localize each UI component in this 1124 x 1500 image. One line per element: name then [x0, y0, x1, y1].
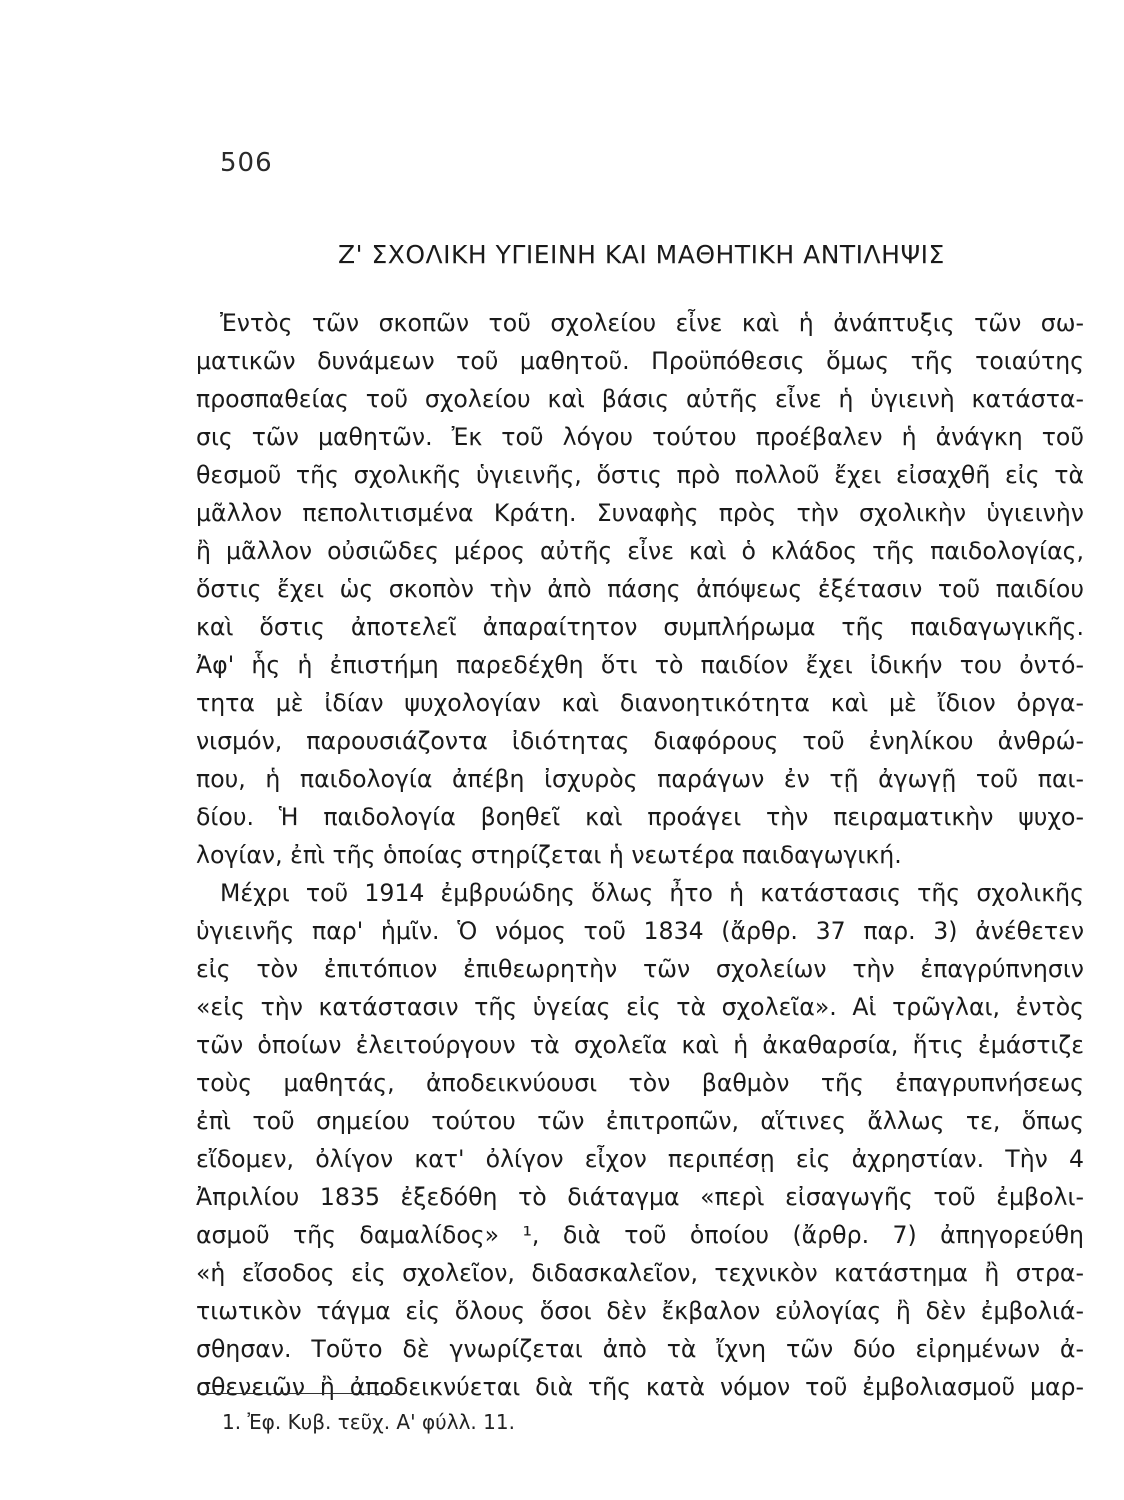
body-line: νισμόν, παρουσιάζοντα ἰδιότητας διαφόρους τοῦ ἐνηλίκου ἀνθρώ-	[196, 727, 1084, 755]
body-line: εἴδομεν, ὀλίγον κατ' ὀλίγον εἶχον περιπέσῃ εἰς ἀχρηστίαν. Τὴν 4	[196, 1145, 1084, 1173]
body-line: τητα μὲ ἰδίαν ψυχολογίαν καὶ διανοητικότητα καὶ μὲ ἴδιον ὀργα-	[196, 689, 1084, 717]
body-line: Ἀφ' ἧς ἡ ἐπιστήμη παρεδέχθη ὅτι τὸ παιδίον ἔχει ἰδικήν του ὀντό-	[196, 651, 1084, 679]
body-line: ἐπὶ τοῦ σημείου τούτου τῶν ἐπιτροπῶν, αἵτινες ἄλλως τε, ὅπως	[196, 1107, 1084, 1135]
body-line: σθησαν. Τοῦτο δὲ γνωρίζεται ἀπὸ τὰ ἴχνη τῶν δύο εἰρημένων ἀ-	[196, 1335, 1084, 1363]
body-line: σις τῶν μαθητῶν. Ἐκ τοῦ λόγου τούτου προέβαλεν ἡ ἀνάγκη τοῦ	[196, 423, 1084, 451]
body-line: λογίαν, ἐπὶ τῆς ὁποίας στηρίζεται ἡ νεωτέρα παιδαγωγική.	[196, 841, 902, 869]
body-line: προσπαθείας τοῦ σχολείου καὶ βάσις αὐτῆς εἶνε ἡ ὑγιεινὴ κατάστα-	[196, 385, 1084, 413]
body-line: τῶν ὁποίων ἐλειτούργουν τὰ σχολεῖα καὶ ἡ ἀκαθαρσία, ἥτις ἐμάστιζε	[196, 1031, 1084, 1059]
body-line: «ἡ εἴσοδος εἰς σχολεῖον, διδασκαλεῖον, τεχνικὸν κατάστημα ἢ στρα-	[196, 1259, 1084, 1287]
body-line: εἰς τὸν ἐπιτόπιον ἐπιθεωρητὴν τῶν σχολείων τὴν ἐπαγρύπνησιν	[196, 955, 1084, 983]
chapter-title: Ζ' ΣΧΟΛΙΚΗ ΥΓΙΕΙΝΗ ΚΑΙ ΜΑΘΗΤΙΚΗ ΑΝΤΙΛΗΨΙΣ	[338, 240, 945, 269]
body-line: ὑγιεινῆς παρ' ἡμῖν. Ὁ νόμος τοῦ 1834 (ἄρθρ. 37 παρ. 3) ἀνέθετεν	[196, 917, 1084, 945]
body-line: που, ἡ παιδολογία ἀπέβη ἰσχυρὸς παράγων ἐν τῇ ἀγωγῇ τοῦ παι-	[196, 765, 1084, 793]
body-text	[196, 304, 1084, 1406]
footnote-divider	[198, 1393, 400, 1394]
body-line: ασμοῦ τῆς δαμαλίδος» ¹, διὰ τοῦ ὁποίου (ἄρθρ. 7) ἀπηγορεύθη	[196, 1221, 1084, 1249]
footnote: 1. Ἐφ. Κυβ. τεῦχ. Α' φύλλ. 11.	[222, 1410, 515, 1434]
body-line: Ἐντὸς τῶν σκοπῶν τοῦ σχολείου εἶνε καὶ ἡ ἀνάπτυξις τῶν σω-	[220, 309, 1084, 337]
body-line: δίου. Ἡ παιδολογία βοηθεῖ καὶ προάγει τὴν πειραματικὴν ψυχο-	[196, 803, 1084, 831]
body-line: ματικῶν δυνάμεων τοῦ μαθητοῦ. Προϋπόθεσις ὅμως τῆς τοιαύτης	[196, 347, 1084, 375]
body-line: «εἰς τὴν κατάστασιν τῆς ὑγείας εἰς τὰ σχολεῖα». Αἱ τρῶγλαι, ἐντὸς	[196, 993, 1084, 1021]
body-line: ὅστις ἔχει ὡς σκοπὸν τὴν ἀπὸ πάσης ἀπόψεως ἐξέτασιν τοῦ παιδίου	[196, 575, 1084, 603]
page-number: 506	[220, 148, 273, 178]
body-line: σθενειῶν ἢ ἀποδεικνύεται διὰ τῆς κατὰ νόμον τοῦ ἐμβολιασμοῦ μαρ-	[196, 1373, 1084, 1401]
body-line: μᾶλλον πεπολιτισμένα Κράτη. Συναφὴς πρὸς τὴν σχολικὴν ὑγιεινὴν	[196, 499, 1084, 527]
body-line: ἢ μᾶλλον οὐσιῶδες μέρος αὐτῆς εἶνε καὶ ὁ κλάδος τῆς παιδολογίας,	[196, 537, 1084, 565]
body-line: τιωτικὸν τάγμα εἰς ὅλους ὅσοι δὲν ἔκβαλον εὐλογίας ἢ δὲν ἐμβολιά-	[196, 1297, 1084, 1325]
body-line: Μέχρι τοῦ 1914 ἐμβρυώδης ὅλως ἦτο ἡ κατάστασις τῆς σχολικῆς	[220, 879, 1084, 907]
body-line: καὶ ὅστις ἀποτελεῖ ἀπαραίτητον συμπλήρωμα τῆς παιδαγωγικῆς.	[196, 613, 1084, 641]
body-line: Ἀπριλίου 1835 ἐξεδόθη τὸ διάταγμα «περὶ εἰσαγωγῆς τοῦ ἐμβολι-	[196, 1183, 1084, 1211]
body-line: θεσμοῦ τῆς σχολικῆς ὑγιεινῆς, ὅστις πρὸ πολλοῦ ἔχει εἰσαχθῆ εἰς τὰ	[196, 461, 1084, 489]
body-line: τοὺς μαθητάς, ἀποδεικνύουσι τὸν βαθμὸν τῆς ἐπαγρυπνήσεως	[196, 1069, 1084, 1097]
